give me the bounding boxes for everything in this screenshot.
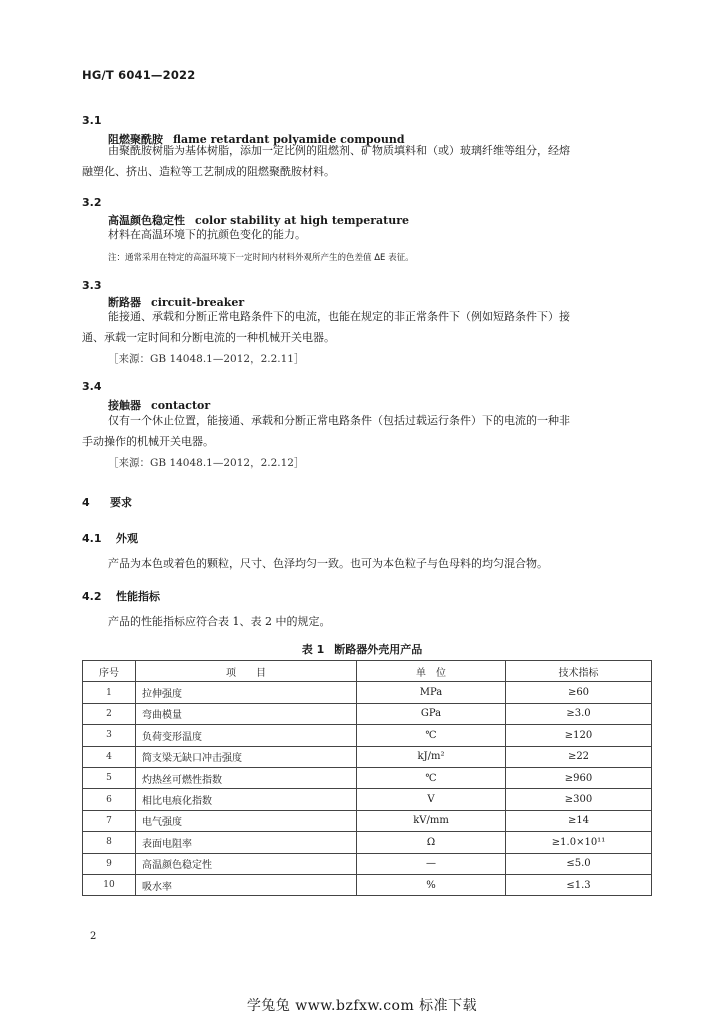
cell-no: 4 [83, 746, 136, 767]
subsection-text: 产品为本色或着色的颗粒，尺寸、色泽均匀一致。也可为本色粒子与色母料的均匀混合物。 [108, 557, 548, 570]
table-row [83, 746, 652, 767]
cell-unit: ℃ [357, 725, 506, 746]
cell-no: 2 [83, 703, 136, 724]
term-definition [82, 140, 652, 182]
page-number: 2 [90, 931, 97, 942]
cell-item: 高温颜色稳定性 [136, 853, 357, 874]
cell-item: 负荷变形温度 [136, 725, 357, 746]
header-item: 项 目 [136, 661, 357, 682]
table-row [83, 874, 652, 895]
cell-spec: ≤5.0 [506, 853, 652, 874]
cell-unit: GPa [357, 703, 506, 724]
subsection-heading [82, 588, 160, 604]
performance-table [82, 660, 652, 896]
table-title: 断路器外壳用产品 [334, 643, 423, 656]
cell-item: 拉伸强度 [136, 682, 357, 703]
definition-line: 由聚酰胺树脂为基体树脂，添加一定比例的阻燃剂、矿物质填料和（或）玻璃纤维等组分，经熔 [108, 144, 570, 157]
subsection-number: 4.2 [82, 590, 102, 603]
cell-spec: ≥1.0×10¹¹ [506, 832, 652, 853]
cell-no: 10 [83, 874, 136, 895]
table-row [83, 832, 652, 853]
cell-no: 6 [83, 789, 136, 810]
table-row [83, 789, 652, 810]
definition-line: 手动操作的机械开关电器。 [82, 435, 214, 448]
term-number: 3.3 [82, 279, 102, 292]
cell-unit: — [357, 853, 506, 874]
cell-spec: ≥14 [506, 810, 652, 831]
table-caption [0, 641, 724, 657]
subsection-title: 性能指标 [116, 590, 160, 603]
definition-line: 材料在高温环境下的抗颜色变化的能力。 [108, 228, 306, 241]
section-heading [82, 494, 132, 510]
table-header-row [83, 661, 652, 682]
cell-unit: Ω [357, 832, 506, 853]
cell-unit: kV/mm [357, 810, 506, 831]
cell-spec: ≥300 [506, 789, 652, 810]
term-source: ［来源：GB 14048.1—2012，2.2.12］ [108, 457, 305, 469]
cell-spec: ≥3.0 [506, 703, 652, 724]
cell-spec: ≥22 [506, 746, 652, 767]
term-title-en: flame retardant polyamide compound [173, 133, 405, 146]
definition-line: 通、承载一定时间和分断电流的一种机械开关电器。 [82, 331, 335, 344]
cell-item: 吸水率 [136, 874, 357, 895]
term-definition [82, 410, 652, 452]
cell-spec: ≤1.3 [506, 874, 652, 895]
definition-line: 仅有一个休止位置，能接通、承载和分断正常电路条件（包括过载运行条件）下的电流的一种非 [108, 414, 570, 427]
footer-watermark: 学兔兔 www.bzfxw.com 标准下载 [246, 998, 478, 1014]
term-title-cn: 断路器 [108, 296, 141, 309]
cell-spec: ≥960 [506, 767, 652, 788]
cell-no: 5 [83, 767, 136, 788]
cell-item: 表面电阻率 [136, 832, 357, 853]
cell-item: 灼热丝可燃性指数 [136, 767, 357, 788]
section-title: 要求 [110, 496, 132, 509]
term-title-en: color stability at high temperature [195, 214, 410, 227]
term-definition [82, 306, 652, 348]
term-definition [82, 224, 652, 245]
table-row [83, 682, 652, 703]
table-row [83, 767, 652, 788]
term-note: 注：通常采用在特定的高温环境下一定时间内材料外观所产生的色差值 ΔE 表征。 [108, 253, 414, 263]
subsection-number: 4.1 [82, 532, 102, 545]
table-row [83, 810, 652, 831]
cell-spec: ≥120 [506, 725, 652, 746]
cell-no: 1 [83, 682, 136, 703]
header-spec: 技术指标 [506, 661, 652, 682]
subsection-heading [82, 530, 138, 546]
cell-item: 相比电痕化指数 [136, 789, 357, 810]
cell-unit: % [357, 874, 506, 895]
term-title-cn: 阻燃聚酰胺 [108, 133, 163, 146]
cell-no: 8 [83, 832, 136, 853]
cell-unit: ℃ [357, 767, 506, 788]
section-number: 4 [82, 496, 90, 509]
standard-code: HG/T 6041—2022 [82, 68, 196, 82]
table-row [83, 853, 652, 874]
table-row [83, 703, 652, 724]
cell-item: 简支梁无缺口冲击强度 [136, 746, 357, 767]
cell-spec: ≥60 [506, 682, 652, 703]
term-title-cn: 高温颜色稳定性 [108, 214, 185, 227]
definition-line: 融塑化、挤出、造粒等工艺制成的阻燃聚酰胺材料。 [82, 165, 335, 178]
term-source: ［来源：GB 14048.1—2012，2.2.11］ [108, 353, 305, 365]
term-title-en: contactor [151, 399, 211, 412]
cell-unit: MPa [357, 682, 506, 703]
cell-unit: kJ/m² [357, 746, 506, 767]
header-unit: 单 位 [357, 661, 506, 682]
term-title-en: circuit-breaker [151, 296, 245, 309]
table-row [83, 725, 652, 746]
subsection-text: 产品的性能指标应符合表 1、表 2 中的规定。 [108, 615, 331, 628]
cell-unit: V [357, 789, 506, 810]
term-number: 3.4 [82, 380, 102, 393]
term-number: 3.2 [82, 196, 102, 209]
definition-line: 能接通、承载和分断正常电路条件下的电流，也能在规定的非正常条件下（例如短路条件下）接 [108, 310, 570, 323]
term-number: 3.1 [82, 114, 102, 127]
cell-no: 7 [83, 810, 136, 831]
cell-no: 3 [83, 725, 136, 746]
cell-item: 弯曲模量 [136, 703, 357, 724]
table-label: 表 1 [301, 643, 325, 656]
term-title-cn: 接触器 [108, 399, 141, 412]
cell-no: 9 [83, 853, 136, 874]
subsection-title: 外观 [116, 532, 138, 545]
header-no: 序号 [83, 661, 136, 682]
cell-item: 电气强度 [136, 810, 357, 831]
